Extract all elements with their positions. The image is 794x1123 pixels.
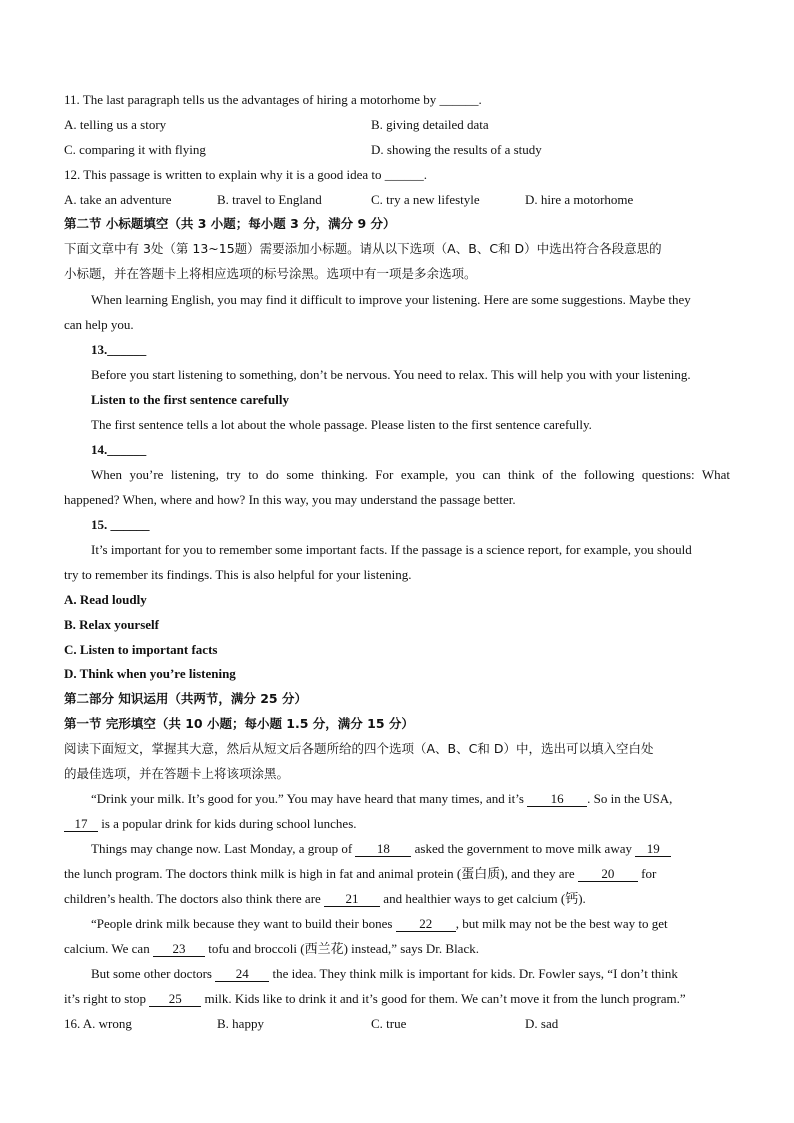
option-16-c: C. true <box>371 1016 407 1031</box>
option-12-a: A. take an adventure <box>64 192 172 207</box>
cloze-text: . So in the USA, <box>587 791 673 806</box>
cloze-text: and healthier ways to get calcium (钙). <box>380 891 586 906</box>
paragraph-13: Before you start listening to something, don’t be nervous. You need to relax. This will help you with your listening. <box>91 367 691 382</box>
cloze-text: the lunch program. The doctors think milk is high in fat and animal protein (蛋白质), and they are <box>64 866 578 881</box>
cloze-line-4 <box>64 865 730 883</box>
cloze-blank-21: 21 <box>324 892 380 907</box>
blank-14-label: 14.______ <box>91 442 147 457</box>
heading-option-c: C. Listen to important facts <box>64 642 218 657</box>
paragraph-14-line-2: happened? When, where and how? In this way, you may understand the passage better. <box>64 492 516 507</box>
cloze-text: But some other doctors <box>91 966 216 981</box>
cloze-blank-16: 16 <box>527 792 587 807</box>
paragraph-first-sentence: The first sentence tells a lot about the whole passage. Please listen to the first sentence carefully. <box>91 417 592 432</box>
option-11-a: A. telling us a story <box>64 117 167 132</box>
paragraph-15-line-1: It’s important for you to remember some important facts. If the passage is a science report, for example, you should <box>91 542 692 557</box>
option-16-b: B. happy <box>217 1016 264 1031</box>
cloze-text: Things may change now. Last Monday, a group of <box>91 841 356 856</box>
cloze-line-2 <box>64 815 730 833</box>
option-12-b: B. travel to England <box>217 192 322 207</box>
option-12-c: C. try a new lifestyle <box>371 192 480 207</box>
part-2-title: 第二部分 知识运用（共两节，满分 25 分） <box>64 691 307 706</box>
cloze-blank-20: 20 <box>578 867 638 882</box>
option-11-c: C. comparing it with flying <box>64 142 206 157</box>
cloze-text: tofu and broccoli (西兰花) instead,” says Dr. Black. <box>204 941 479 956</box>
heading-option-a: A. Read loudly <box>64 592 147 607</box>
heading-option-d: D. Think when you’re listening <box>64 666 236 681</box>
option-11-d: D. showing the results of a study <box>371 142 542 157</box>
cloze-blank-25: 25 <box>149 992 201 1007</box>
option-16-d: D. sad <box>525 1016 559 1031</box>
cloze-text: calcium. We can <box>64 941 153 956</box>
question-11-stem: 11. The last paragraph tells us the advantages of hiring a motorhome by ______. <box>64 92 482 107</box>
heading-option-b: B. Relax yourself <box>64 617 159 632</box>
cloze-text: asked the government to move milk away <box>411 841 636 856</box>
paragraph-15-line-2: try to remember its findings. This is also helpful for your listening. <box>64 567 412 582</box>
passage-intro-line-1: When learning English, you may find it difficult to improve your listening. Here are some suggestions. Maybe they <box>91 292 691 307</box>
question-12-stem: 12. This passage is written to explain why it is a good idea to ______. <box>64 167 427 182</box>
passage-intro-line-2: can help you. <box>64 317 134 332</box>
part-2-instruction-line-2: 的最佳选项，并在答题卡上将该项涂黑。 <box>64 766 290 781</box>
cloze-text: for <box>637 866 657 881</box>
cloze-blank-19: 19 <box>635 842 671 857</box>
option-12-d: D. hire a motorhome <box>525 192 634 207</box>
cloze-blank-17: 17 <box>64 817 98 832</box>
cloze-text: is a popular drink for kids during school lunches. <box>98 816 357 831</box>
option-16-a: 16. A. wrong <box>64 1016 132 1031</box>
cloze-line-8 <box>91 965 730 983</box>
cloze-line-7 <box>64 940 730 958</box>
part-2-instruction-line-1: 阅读下面短文，掌握其大意，然后从短文后各题所给的四个选项（A、B、C和 D）中，选出可以填入空白处 <box>64 741 654 756</box>
blank-15-label: 15. ______ <box>91 517 150 532</box>
section-2-instruction-line-2: 小标题，并在答题卡上将相应选项的标号涂黑。选项中有一项是多余选项。 <box>64 266 477 281</box>
blank-13-label: 13.______ <box>91 342 147 357</box>
cloze-text: it’s right to stop <box>64 991 150 1006</box>
cloze-line-9 <box>64 990 730 1008</box>
cloze-text: “People drink milk because they want to build their bones <box>91 916 396 931</box>
cloze-blank-18: 18 <box>355 842 411 857</box>
cloze-text: milk. Kids like to drink it and it’s good for them. We can’t move it from the lunch program.” <box>201 991 686 1006</box>
cloze-blank-23: 23 <box>153 942 205 957</box>
section-2-title: 第二节 小标题填空（共 3 小题；每小题 3 分，满分 9 分） <box>64 216 396 231</box>
cloze-text: “Drink your milk. It’s good for you.” You may have heard that many times, and it’s <box>91 791 528 806</box>
option-11-b: B. giving detailed data <box>371 117 489 132</box>
cloze-line-1 <box>91 790 730 808</box>
cloze-blank-24: 24 <box>215 967 269 982</box>
subheading-first-sentence: Listen to the first sentence carefully <box>91 392 289 407</box>
cloze-line-6 <box>91 915 730 933</box>
part-2-section-1-title: 第一节 完形填空（共 10 小题；每小题 1.5 分，满分 15 分） <box>64 716 414 731</box>
paragraph-14-line-1: When you’re listening, try to do some thinking. For example, you can think of the following questions: What <box>91 467 730 482</box>
cloze-text: , but milk may not be the best way to get <box>455 916 668 931</box>
section-2-instruction-line-1: 下面文章中有 3处（第 13~15题）需要添加小标题。请从以下选项（A、B、C和 D）中选出符合各段意思的 <box>64 241 662 256</box>
cloze-line-3 <box>91 840 730 858</box>
cloze-text: the idea. They think milk is important for kids. Dr. Fowler says, “I don’t think <box>269 966 678 981</box>
cloze-text: children’s health. The doctors also think there are <box>64 891 325 906</box>
cloze-line-5 <box>64 890 730 908</box>
cloze-blank-22: 22 <box>396 917 456 932</box>
